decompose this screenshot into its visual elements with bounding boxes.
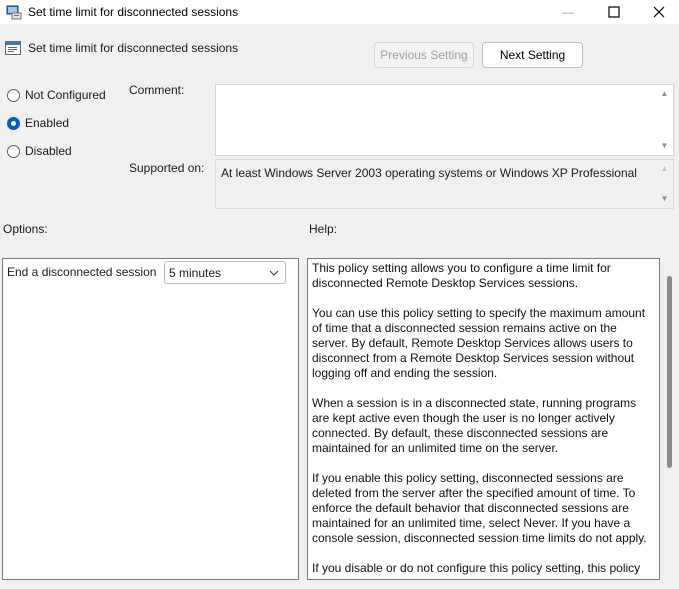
radio-circle[interactable] <box>7 89 20 102</box>
supported-on-label: Supported on: <box>129 161 205 175</box>
help-paragraph: When a session is in a disconnected state, running programs are kept active even though the user is no longer actively connected. By default, these disconnected sessions are maintained for an unlimited time on the server. <box>312 396 637 455</box>
dropdown-value: 5 minutes <box>169 265 222 280</box>
close-icon <box>653 6 665 18</box>
maximize-button[interactable] <box>591 0 637 24</box>
help-label: Help: <box>309 222 338 236</box>
help-paragraph: If you enable this policy setting, disconnected sessions are deleted from the server after the specified amount of time. To enforce the default behavior that disconnected sessions are maintained for an unlimited time, select Never. If you have a console session, disconnected session time limits do not apply. <box>312 471 647 545</box>
radio-enabled[interactable] <box>7 116 69 130</box>
radio-disabled[interactable] <box>7 144 72 158</box>
help-text <box>312 261 656 580</box>
policy-title: Set time limit for disconnected sessions <box>28 41 239 55</box>
supported-on-value: At least Windows Server 2003 operating systems or Windows XP Professional <box>221 166 637 180</box>
help-scrollbar-thumb[interactable] <box>667 276 672 468</box>
comment-scrollbar[interactable] <box>656 86 673 154</box>
scroll-up-icon[interactable]: ▲ <box>660 164 669 173</box>
minimize-button[interactable]: — <box>562 5 574 19</box>
disconnected-session-label: End a disconnected session <box>7 265 157 279</box>
chevron-down-icon <box>269 270 279 276</box>
help-paragraph: You can use this policy setting to specify the maximum amount of time that a disconnected session remains active on the server. By default, Remote Desktop Services allows users to disconnect from a Remote Desktop Services session without logging off and ending the session. <box>312 306 646 380</box>
scroll-down-icon[interactable]: ▼ <box>660 141 669 150</box>
radio-not-configured[interactable] <box>7 88 106 102</box>
app-icon <box>6 4 22 20</box>
supported-scrollbar[interactable] <box>656 161 673 207</box>
comment-textarea[interactable] <box>215 84 674 156</box>
close-button[interactable] <box>636 0 679 24</box>
radio-label: Disabled <box>25 144 72 158</box>
options-panel <box>2 258 299 580</box>
options-label: Options: <box>3 222 48 236</box>
policy-setting-icon <box>5 40 21 56</box>
radio-label: Not Configured <box>25 88 106 102</box>
comment-label: Comment: <box>129 83 185 97</box>
window-title: Set time limit for disconnected sessions <box>28 5 239 19</box>
next-setting-button[interactable]: Next Setting <box>482 42 583 68</box>
maximize-icon <box>608 6 620 18</box>
disconnected-session-dropdown[interactable] <box>164 261 286 284</box>
scroll-down-icon[interactable]: ▼ <box>660 194 669 203</box>
radio-label: Enabled <box>25 116 70 130</box>
previous-setting-button[interactable]: Previous Setting <box>374 42 474 68</box>
radio-circle-selected[interactable] <box>7 117 20 130</box>
help-paragraph: If you disable or do not configure this policy setting, this policy <box>312 561 641 575</box>
help-panel <box>307 258 660 580</box>
radio-circle[interactable] <box>7 145 20 158</box>
help-paragraph: This policy setting allows you to configure a time limit for disconnected Remote Desktop Services sessions. <box>312 261 611 290</box>
scroll-up-icon[interactable]: ▲ <box>660 89 669 98</box>
